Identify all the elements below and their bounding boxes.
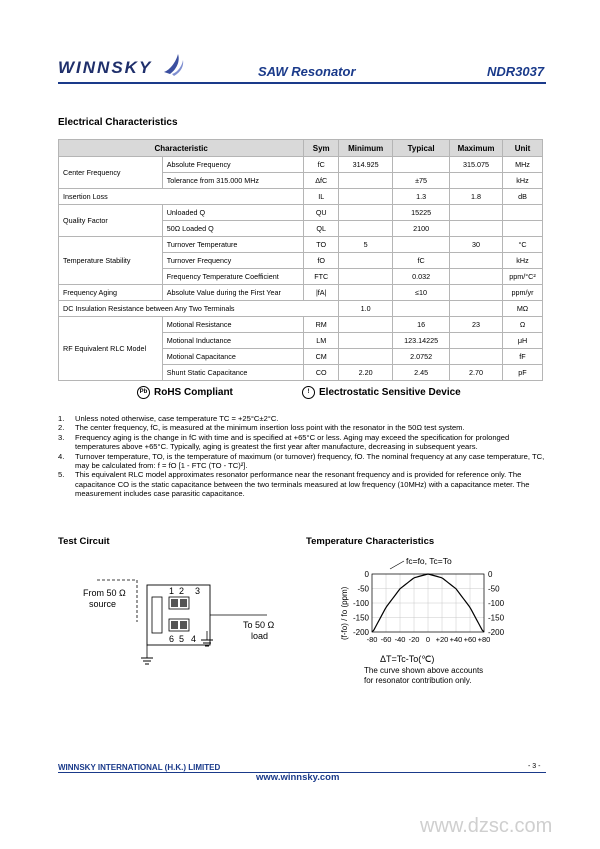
y-tick-label-left: -100 [352, 599, 369, 608]
row-unit: MΩ [503, 301, 543, 317]
note-item [58, 452, 548, 471]
y-tick-label-right: -50 [488, 584, 500, 594]
section-title: Electrical Characteristics [58, 117, 178, 128]
row-maximum: 30 [450, 237, 503, 253]
note-number: 4. [58, 451, 65, 461]
table-row [59, 237, 543, 253]
part-number: NDR3037 [487, 64, 545, 79]
row-maximum [450, 269, 503, 285]
row-category: Frequency Aging [59, 285, 163, 301]
row-typical: 123.14225 [393, 333, 450, 349]
row-symbol: CM [304, 349, 339, 365]
row-condition: Motional Capacitance [162, 349, 304, 365]
chart-x-ticks [367, 635, 491, 644]
row-maximum: 2.70 [450, 365, 503, 381]
row-typical: ±75 [393, 173, 450, 189]
load-label-2: load [251, 631, 269, 641]
note-text: Frequency aging is the change in fC with time and is specified at +65°C or less. Aging may exceed the specification for prolonged temperatures above +65°C. Typically, aging is greatest the first year after manufacture, decreasing in subsequent years. [75, 432, 510, 452]
row-category: RF Equivalent RLC Model [59, 317, 163, 381]
pin-label: 2 [179, 586, 185, 596]
row-unit: kHz [503, 253, 543, 269]
x-tick-label: 0 [425, 635, 431, 644]
note-text: Turnover temperature, TO, is the temperature of maximum (or turnover) frequency, fO. The nominal frequency at any case temperature, TC, may be calculated from: f = fO [1 - FTC (TO - TC)²]. [75, 451, 545, 471]
row-maximum [450, 333, 503, 349]
row-maximum [450, 285, 503, 301]
row-minimum [339, 269, 393, 285]
source-label-2: source [89, 599, 117, 609]
row-condition: Motional Inductance [162, 333, 304, 349]
table-header-row [59, 140, 543, 157]
row-unit [503, 205, 543, 221]
row-symbol: LM [304, 333, 339, 349]
row-unit: MHz [503, 157, 543, 173]
row-symbol: FTC [304, 269, 339, 285]
row-condition: Turnover Temperature [162, 237, 304, 253]
row-category: Insertion Loss [59, 189, 304, 205]
row-maximum [450, 221, 503, 237]
row-unit: fF [503, 349, 543, 365]
x-tick-label: +80 [477, 635, 491, 644]
note-item [58, 414, 548, 423]
table-row [59, 285, 543, 301]
y-tick-label-left: -200 [352, 628, 369, 637]
chart-caption-2: for resonator contribution only. [364, 676, 472, 685]
row-minimum [339, 205, 393, 221]
footer-url[interactable]: www.winnsky.com [256, 772, 340, 783]
row-minimum [339, 173, 393, 189]
row-maximum [450, 173, 503, 189]
note-text: Unless noted otherwise, case temperature TC = +25°C±2°C. [75, 414, 279, 423]
x-tick-label: -20 [408, 635, 420, 644]
row-maximum [450, 349, 503, 365]
table-row [59, 157, 543, 173]
y-tick-label-right: -100 [488, 599, 505, 608]
annotation-arrow [390, 561, 404, 569]
source-label: From 50 Ω [83, 588, 126, 598]
y-tick-label-right: 0 [488, 570, 493, 579]
y-tick-label-left: -150 [352, 613, 369, 623]
note-number: 2. [58, 423, 65, 433]
notes-list [58, 414, 548, 499]
row-typical [393, 301, 450, 317]
esd-warning-icon: ! [302, 386, 315, 399]
row-category: Quality Factor [59, 205, 163, 237]
esd-label: Electrostatic Sensitive Device [319, 387, 461, 399]
row-typical [393, 157, 450, 173]
pin-label: 1 [169, 586, 175, 596]
row-condition: Motional Resistance [162, 317, 304, 333]
table-row [59, 301, 543, 317]
x-tick-label: -40 [394, 635, 406, 644]
row-unit: kHz [503, 173, 543, 189]
row-category: Temperature Stability [59, 237, 163, 285]
column-header: Typical [393, 140, 450, 157]
row-symbol: IL [304, 189, 339, 205]
row-unit: pF [503, 365, 543, 381]
row-minimum: 1.0 [339, 301, 393, 317]
row-maximum [450, 253, 503, 269]
row-unit: ppm/yr [503, 285, 543, 301]
row-unit: °C [503, 237, 543, 253]
note-item [58, 423, 548, 432]
logo-swoosh-icon [162, 52, 186, 78]
row-symbol: QL [304, 221, 339, 237]
row-typical: ≤10 [393, 285, 450, 301]
pin-label: 5 [179, 634, 185, 644]
row-typical: 2.45 [393, 365, 450, 381]
row-unit: dB [503, 189, 543, 205]
note-number: 3. [58, 432, 65, 442]
package-side-pad [152, 597, 162, 633]
row-symbol: fC [304, 157, 339, 173]
note-text: The center frequency, fC, is measured at the minimum insertion loss point with the resonator in the 50Ω test system. [75, 423, 465, 433]
note-number: 1. [58, 414, 65, 423]
pb-free-icon: Pb [137, 386, 150, 399]
row-condition: Shunt Static Capacitance [162, 365, 304, 381]
load-label: To 50 Ω [243, 620, 275, 630]
row-maximum [450, 205, 503, 221]
row-condition: Tolerance from 315.000 MHz [162, 173, 304, 189]
test-circuit-title: Test Circuit [58, 536, 110, 547]
note-text: This equivalent RLC model approximates resonator performance near the resonant frequency and is provided for reference only. The capacitance CO is the static capacitance between the two terminals measured at low frequency (10MHz) with a capacitance meter. The measurement includes case parasitic capacitance. [75, 470, 530, 499]
y-tick-label-right: -150 [488, 613, 505, 623]
chart-caption: The curve shown above accounts [364, 666, 484, 675]
row-typical [393, 237, 450, 253]
x-tick-label: -80 [366, 635, 378, 644]
row-maximum [450, 301, 503, 317]
row-minimum [339, 253, 393, 269]
y-tick-label-right: -200 [488, 628, 505, 637]
row-unit: ppm/°C² [503, 269, 543, 285]
row-symbol: ΔfC [304, 173, 339, 189]
document-title: SAW Resonator [258, 64, 356, 79]
x-tick-label: -60 [380, 635, 392, 644]
package-pad-fill [180, 621, 187, 629]
row-maximum: 315.075 [450, 157, 503, 173]
row-typical: 15225 [393, 205, 450, 221]
row-typical: 1.3 [393, 189, 450, 205]
row-symbol: fO [304, 253, 339, 269]
footer-company: WINNSKY INTERNATIONAL (H.K.) LIMITED [58, 763, 221, 772]
table-row [59, 189, 543, 205]
ground-icon [201, 631, 213, 646]
curve-annotation: fc=fo, Tc=To [406, 556, 452, 566]
column-header: Minimum [339, 140, 393, 157]
y-tick-label-left: -50 [357, 584, 369, 594]
package-pad-fill [171, 599, 178, 607]
pin-label: 6 [169, 634, 175, 644]
page-number: - 3 - [528, 763, 541, 770]
row-symbol: QU [304, 205, 339, 221]
row-condition: Unloaded Q [162, 205, 304, 221]
row-condition: Absolute Frequency [162, 157, 304, 173]
rohs-label: RoHS Compliant [154, 387, 233, 399]
row-minimum [339, 349, 393, 365]
row-minimum [339, 317, 393, 333]
row-symbol: CO [304, 365, 339, 381]
row-symbol: TO [304, 237, 339, 253]
header-divider [58, 82, 546, 84]
row-typical: 16 [393, 317, 450, 333]
row-typical: 2100 [393, 221, 450, 237]
note-number: 5. [58, 470, 65, 480]
chart-xlabel: ΔT=Tc-To(℃) [380, 654, 435, 664]
row-typical: 2.0752 [393, 349, 450, 365]
row-maximum: 23 [450, 317, 503, 333]
temperature-chart [308, 552, 544, 686]
column-header: Maximum [450, 140, 503, 157]
row-condition: 50Ω Loaded Q [162, 221, 304, 237]
watermark: www.dzsc.com [420, 815, 553, 837]
x-tick-label: +20 [435, 635, 449, 644]
note-item [58, 433, 548, 452]
row-typical: 0.032 [393, 269, 450, 285]
row-condition: Frequency Temperature Coefficient [162, 269, 304, 285]
row-minimum [339, 189, 393, 205]
column-header: Sym [304, 140, 339, 157]
table-row [59, 317, 543, 333]
row-minimum: 5 [339, 237, 393, 253]
pin-label: 3 [195, 586, 201, 596]
esd-badge [302, 386, 461, 399]
row-typical: fC [393, 253, 450, 269]
pin-label: 4 [191, 634, 197, 644]
company-logo: WINNSKY [58, 58, 153, 77]
row-condition: Absolute Value during the First Year [162, 285, 304, 301]
chart-ylabel: (f-fo) / fo (ppm) [340, 586, 349, 640]
row-condition: Turnover Frequency [162, 253, 304, 269]
note-item [58, 470, 548, 498]
package-pad-fill [171, 621, 178, 629]
test-circuit-diagram [75, 560, 285, 670]
rohs-badge [137, 386, 233, 399]
y-tick-label-left: 0 [364, 570, 369, 579]
package-pad-fill [180, 599, 187, 607]
ground-icon [141, 645, 153, 664]
x-tick-label: +60 [463, 635, 477, 644]
electrical-characteristics-table [58, 139, 543, 381]
row-category: Center Frequency [59, 157, 163, 189]
row-unit: Ω [503, 317, 543, 333]
row-symbol: |fA| [304, 285, 339, 301]
row-unit: μH [503, 333, 543, 349]
row-symbol: RM [304, 317, 339, 333]
row-minimum: 2.20 [339, 365, 393, 381]
row-minimum: 314.925 [339, 157, 393, 173]
row-maximum: 1.8 [450, 189, 503, 205]
row-minimum [339, 333, 393, 349]
column-header: Unit [503, 140, 543, 157]
row-minimum [339, 221, 393, 237]
x-tick-label: +40 [449, 635, 463, 644]
temperature-chart-title: Temperature Characteristics [306, 536, 435, 547]
row-unit [503, 221, 543, 237]
table-row [59, 205, 543, 221]
row-category: DC Insulation Resistance between Any Two Terminals [59, 301, 339, 317]
row-minimum [339, 285, 393, 301]
column-header: Characteristic [59, 140, 304, 157]
